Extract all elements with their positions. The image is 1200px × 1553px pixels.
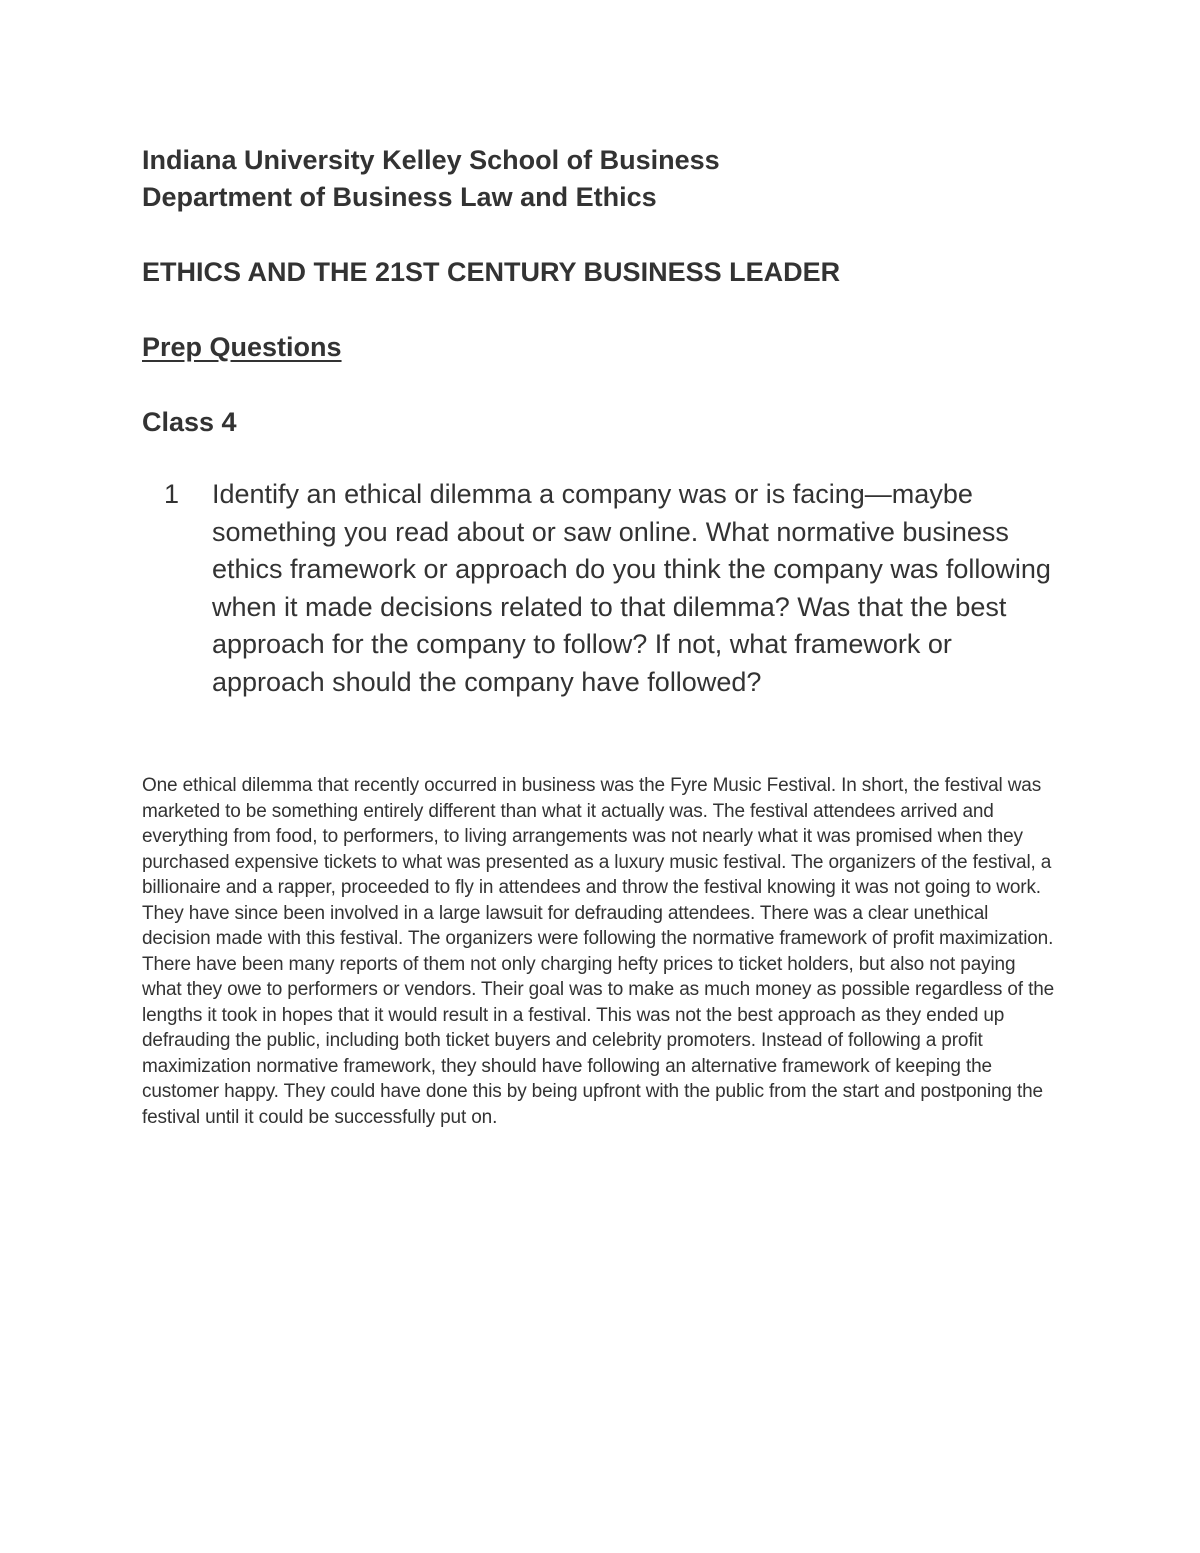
course-title: ETHICS AND THE 21ST CENTURY BUSINESS LEADER bbox=[142, 257, 841, 287]
section-title: Prep Questions bbox=[142, 332, 342, 362]
question-item bbox=[142, 476, 1062, 701]
question-number: 1 bbox=[164, 479, 180, 509]
class-label: Class 4 bbox=[142, 407, 237, 437]
answer-paragraph: One ethical dilemma that recently occurred in business was the Fyre Music Festival. In short, the festival was marketed to be something entirely different than what it actually was. The festival attendees arrived and everything from food, to performers, to living arrangements was not nearly what it was promised when they purchased expensive tickets to what was presented as a luxury music festival. The organizers of the festival, a billionaire and a rapper, proceeded to fly in attendees and throw the festival knowing it was not going to work. They have since been involved in a large lawsuit for defrauding attendees. There was a clear unethical decision made with this festival. The organizers were following the normative framework of profit maximization. There have been many reports of them not only charging hefty prices to ticket holders, but also not paying what they owe to performers or vendors. Their goal was to make as much money as possible regardless of the lengths it took in hopes that it would result in a festival. This was not the best approach as they ended up defrauding the public, including both ticket buyers and celebrity promoters. Instead of following a profit maximization normative framework, they should have following an alternative framework of keeping the customer happy. They could have done this by being upfront with the public from the start and postponing the festival until it could be successfully put on. bbox=[142, 775, 1055, 1128]
school-heading: Indiana University Kelley School of Business bbox=[142, 145, 720, 175]
question-text: Identify an ethical dilemma a company was or is facing—maybe something you read about or saw online. What normative business ethics framework or approach do you think the company was following when it made decisions related to that dilemma? Was that the best approach for the company to follow? If not, what framework or approach should the company have followed? bbox=[212, 479, 1051, 697]
department-heading: Department of Business Law and Ethics bbox=[142, 182, 657, 212]
